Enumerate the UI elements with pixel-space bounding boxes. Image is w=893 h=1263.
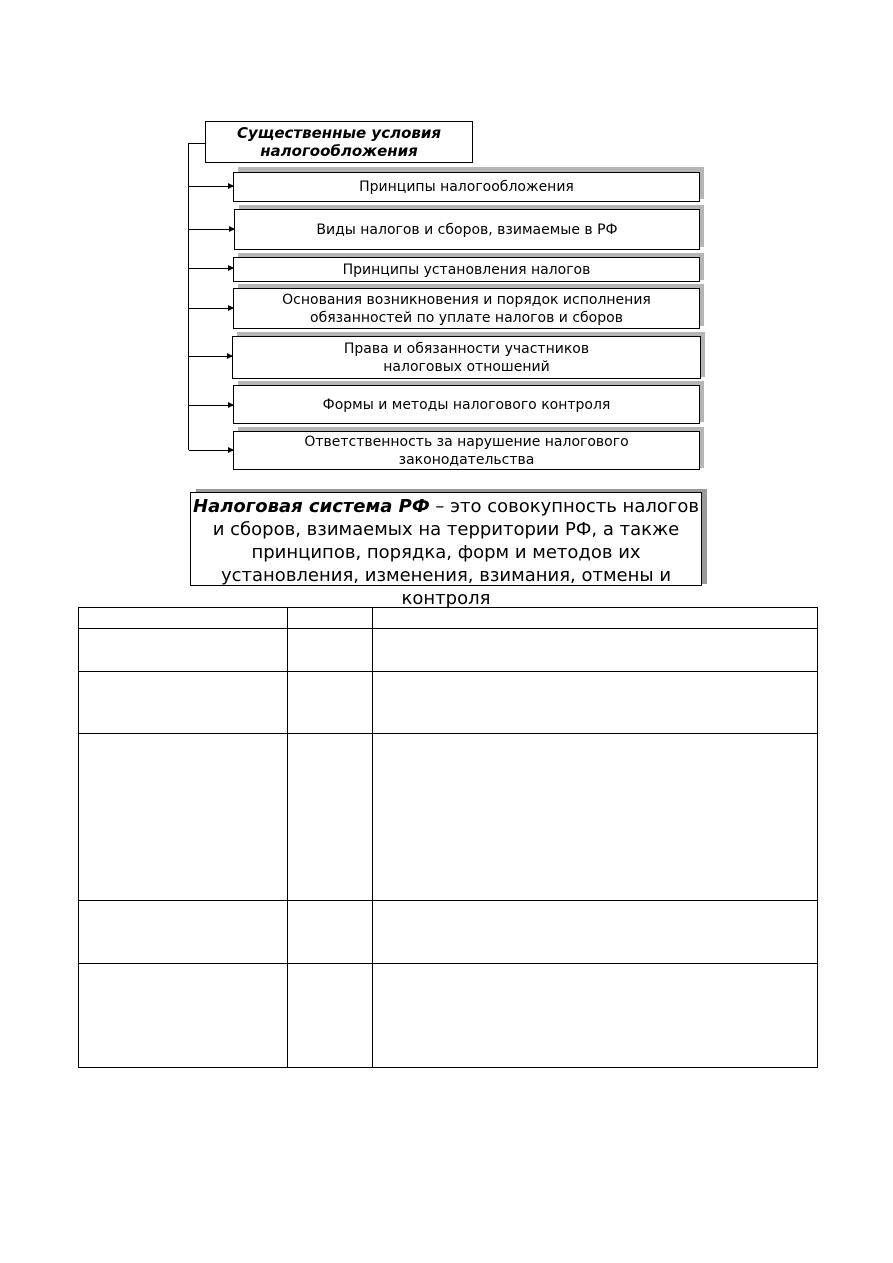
table-cell[interactable] [79, 672, 288, 734]
arrow-icon [189, 186, 233, 187]
arrow-icon [189, 450, 233, 451]
table-row [79, 901, 818, 964]
diagram-item-label: Принципы установления налогов [342, 261, 591, 278]
table-cell[interactable] [373, 964, 818, 1068]
diagram-item [232, 336, 701, 379]
diagram-item [234, 209, 700, 250]
diagram-item [233, 288, 700, 329]
arrow-icon [189, 229, 234, 230]
definition-text: – это совокупность налогов и сборов, взимаемых на территории РФ, а также принципов, порядка, форм и методов их установления, изменения, взимания, отмены и контроля [212, 496, 699, 609]
diagram-title: Существенные условия налогообложения [236, 124, 442, 160]
table-row [79, 734, 818, 901]
table-cell[interactable] [288, 901, 373, 964]
table-cell[interactable] [373, 901, 818, 964]
diagram-item-label: Основания возникновения и порядок исполнения обязанностей по уплате налогов и сборов [282, 291, 651, 326]
arrow-icon [189, 356, 232, 357]
table-row [79, 608, 818, 629]
table-cell[interactable] [288, 629, 373, 672]
table-cell[interactable] [79, 608, 288, 629]
table-cell[interactable] [79, 734, 288, 901]
table-row [79, 672, 818, 734]
diagram-title-box [205, 121, 473, 163]
arrow-icon [189, 308, 233, 309]
diagram-item-label: Принципы налогообложения [359, 179, 574, 195]
diagram-item-label: Ответственность за нарушение налогового законодательства [304, 433, 629, 468]
diagram-item-label: Виды налогов и сборов, взимаемые в РФ [316, 221, 618, 238]
diagram-item-label: Права и обязанности участников налоговых отношений [343, 340, 590, 375]
definition-box [190, 492, 702, 609]
diagram-item [233, 431, 700, 470]
diagram-item [233, 172, 700, 202]
table-cell[interactable] [288, 964, 373, 1068]
table-row [79, 629, 818, 672]
table-cell[interactable] [373, 608, 818, 629]
table-cell[interactable] [373, 672, 818, 734]
empty-table [78, 607, 818, 1068]
table-cell[interactable] [373, 629, 818, 672]
table-cell[interactable] [288, 608, 373, 629]
diagram-item-label: Формы и методы налогового контроля [322, 396, 611, 413]
table-cell[interactable] [79, 964, 288, 1068]
diagram-item [233, 257, 700, 282]
diagram-item [233, 385, 700, 424]
arrow-icon [189, 405, 233, 406]
connector-spine [188, 143, 189, 450]
arrow-icon [189, 268, 233, 269]
table-cell[interactable] [288, 672, 373, 734]
table-cell[interactable] [79, 629, 288, 672]
connector-top [188, 143, 205, 144]
definition-term: Налоговая система РФ [193, 496, 430, 517]
table-row [79, 964, 818, 1068]
table-cell[interactable] [288, 734, 373, 901]
table-cell[interactable] [79, 901, 288, 964]
table-cell[interactable] [373, 734, 818, 901]
